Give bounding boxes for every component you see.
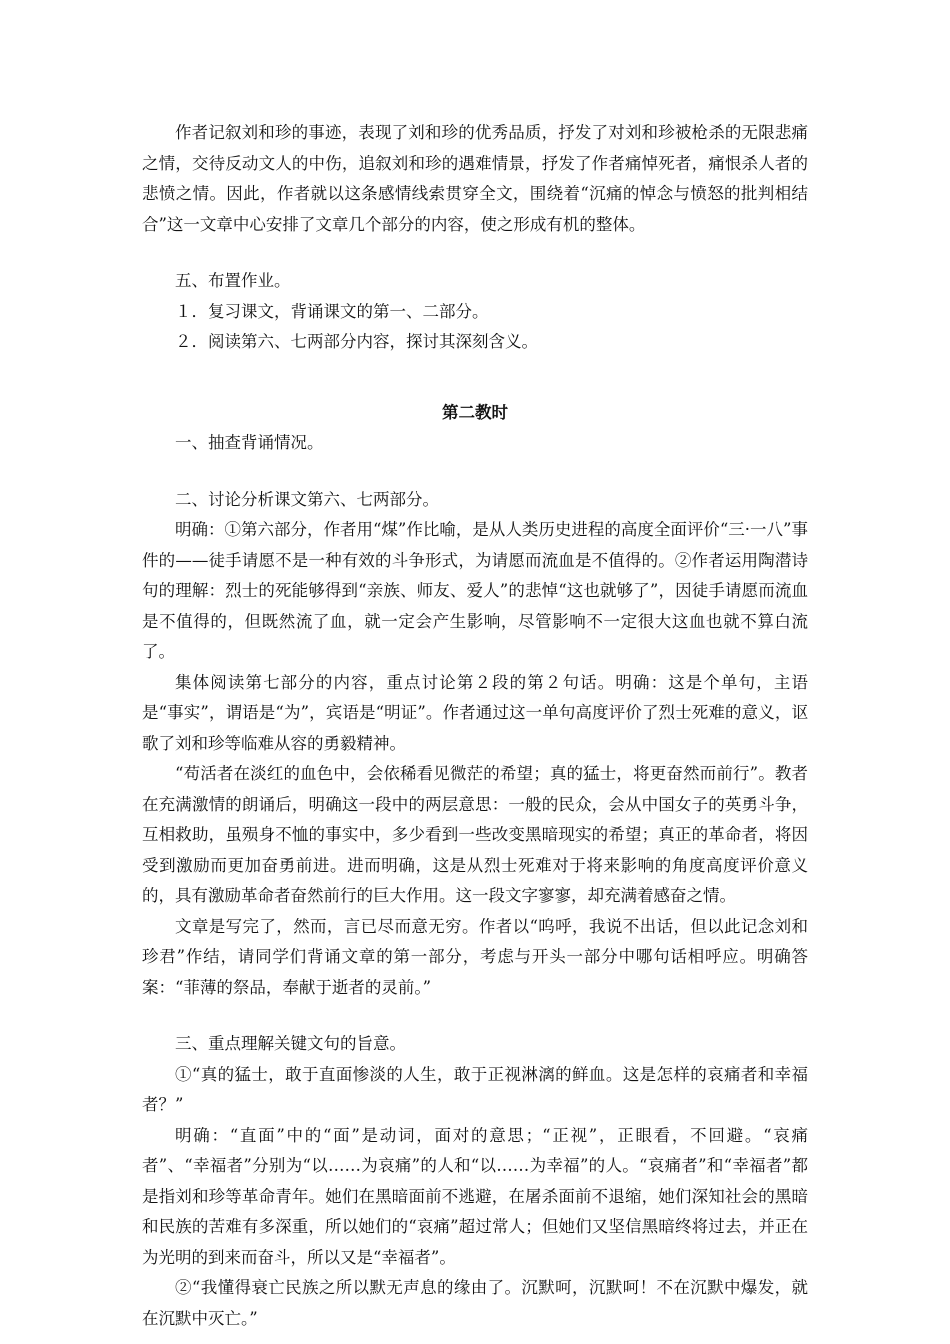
section-2-title: 二、讨论分析课文第六、七两部分。	[175, 489, 439, 509]
section-3-quote-2: ②“我懂得衰亡民族之所以默无声息的缘由了。沉默呵，沉默呵！不在沉默中爆发，就在沉默中灭亡。”	[142, 1278, 808, 1328]
section-2-paragraph-2: 集体阅读第七部分的内容，重点讨论第２段的第２句话。明确：这是个单句，主语是“事实”，谓语是“为”，宾语是“明证”。作者通过这一单句高度评价了烈士死难的意义，讴歌了刘和珍等临难从容的勇毅精神。	[142, 672, 808, 753]
section-3-quote-1: ①“真的猛士，敢于直面惨淡的人生，敢于正视淋漓的鲜血。这是怎样的哀痛者和幸福者？”	[142, 1064, 808, 1114]
section-3-answer-1: 明确：“直面”中的“面”是动词，面对的意思；“正视”，正眼看，不回避。“哀痛者”、“幸福者”分别为“以……为哀痛”的人和“以……为幸福”的人。“哀痛者”和“幸福者”都是指刘和珍等革命青年。她们在黑暗面前不逃避，在屠杀面前不退缩，她们深知社会的黑暗和民族的苦难有多深重，所以她们的“哀痛”超过常人；但她们又坚信黑暗终将过去，并正在为光明的到来而奋斗，所以又是“幸福者”。	[142, 1125, 808, 1267]
section-2-paragraph-1: 明确：①第六部分，作者用“煤”作比喻，是从人类历史进程的高度全面评价“三·一八”事件的——徒手请愿不是一种有效的斗争形式，为请愿而流血是不值得的。②作者运用陶潜诗句的理解：烈士的死能够得到“亲族、师友、爱人”的悲悼“这也就够了”，因徒手请愿而流血是不值得的，但既然流了血，就一定会产生影响，尽管影响不一定很大这血也就不算白流了。	[142, 520, 808, 661]
homework-item-2: ２．阅读第六、七两部分内容，探讨其深刻含义。	[175, 332, 538, 351]
homework-title: 五、布置作业。	[175, 271, 291, 290]
lesson-2-title: 第二教时	[442, 402, 508, 422]
section-2-paragraph-4: 文章是写完了，然而，言已尽而意无穷。作者以“呜呼，我说不出话，但以此记念刘和珍君”作结，请同学们背诵文章的第一部分，考虑与开头一部分中哪句话相呼应。明确答案：“菲薄的祭品，奉献于逝者的灵前。”	[142, 916, 808, 997]
section-3-title: 三、重点理解关键文句的旨意。	[175, 1034, 406, 1053]
section-2-paragraph-3: “苟活者在淡红的血色中，会依稀看见微茫的希望；真的猛士，将更奋然而前行”。教者在充满激情的朗诵后，明确这一段中的两层意思：一般的民众，会从中国女子的英勇斗争，互相救助，虽殒身不恤的事实中，多少看到一些改变黑暗现实的希望；真正的革命者，将因受到激励而更加奋勇前进。进而明确，这是从烈士死难对于将来影响的角度高度评价意义的，具有激励革命者奋然前行的巨大作用。这一段文字寥寥，却充满着感奋之情。	[142, 764, 808, 905]
summary-paragraph: 作者记叙刘和珍的事迹，表现了刘和珍的优秀品质，抒发了对刘和珍被枪杀的无限悲痛之情，交待反动文人的中伤，追叙刘和珍的遇难情景，抒发了作者痛悼死者，痛恨杀人者的悲愤之情。因此，作者就以这条感情线索贯穿全文，围绕着“沉痛的悼念与愤怒的批判相结合”这一文章中心安排了文章几个部分的内容，使之形成有机的整体。	[142, 123, 808, 234]
homework-item-1: １．复习课文，背诵课文的第一、二部分。	[175, 301, 489, 321]
document-body	[142, 118, 808, 1334]
section-1-title: 一、抽查背诵情况。	[175, 433, 324, 452]
